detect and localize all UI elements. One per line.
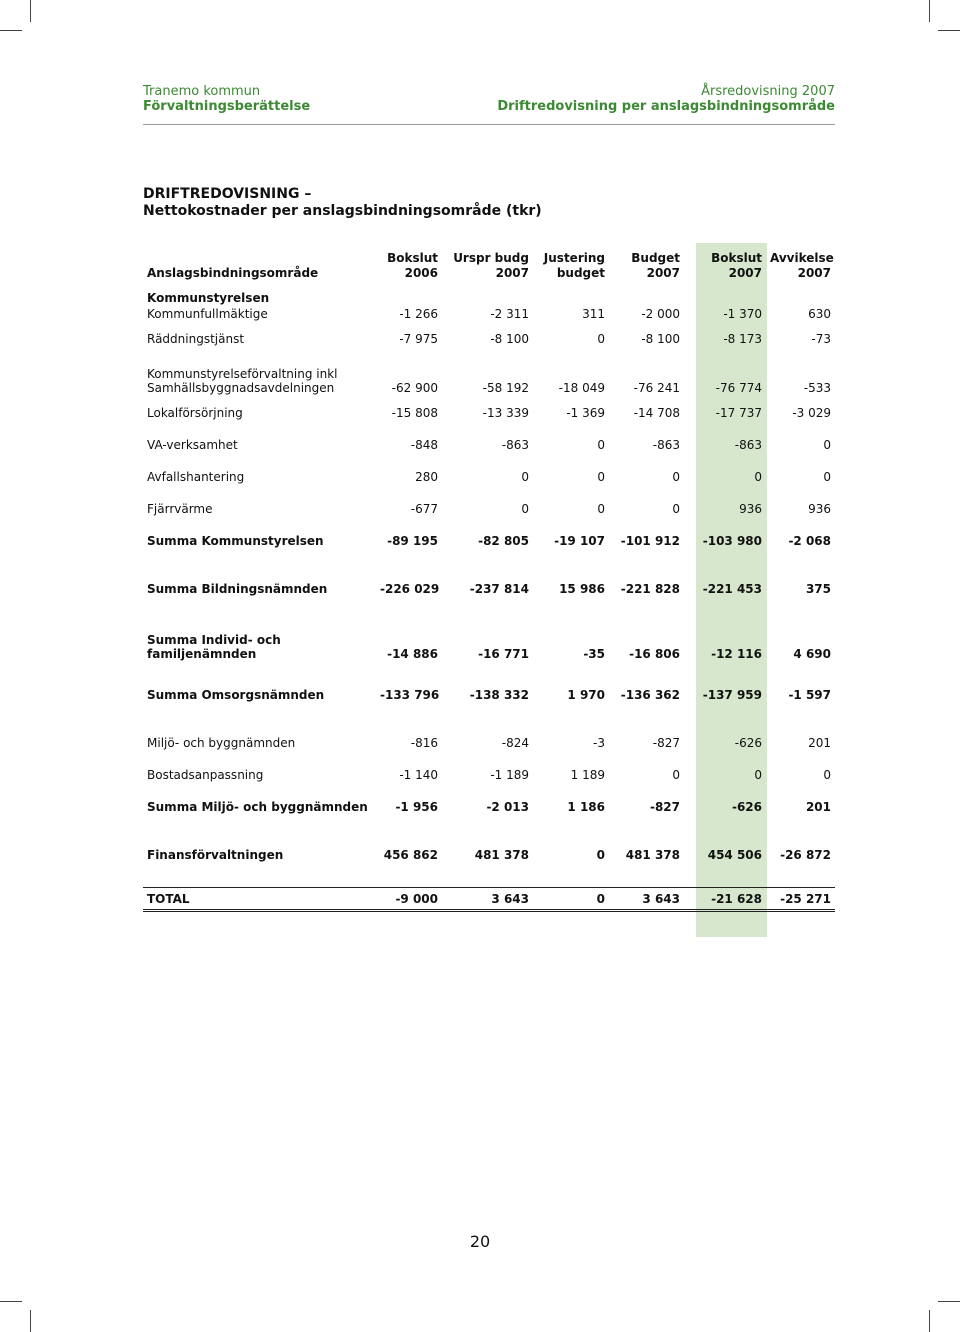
table-row <box>143 621 835 663</box>
value-cell: 0 <box>754 470 762 484</box>
value-cell: 0 <box>533 888 609 911</box>
budget-table-container <box>143 243 835 912</box>
value-cell: -8 100 <box>490 332 529 346</box>
spacer-cell <box>143 711 835 727</box>
spacer-cell <box>143 823 835 839</box>
row-label: Miljö- och byggnämnden <box>147 736 296 750</box>
column-header-line-1: Bokslut <box>711 251 762 265</box>
empty-cell <box>533 281 609 305</box>
value-cell: -14 708 <box>633 406 680 420</box>
value-cell: 0 <box>823 438 831 452</box>
table-row <box>143 525 835 557</box>
row-label: Summa Bildningsnämnden <box>147 582 328 596</box>
row-label: Fjärrvärme <box>147 502 213 516</box>
value-cell: -3 029 <box>792 406 831 420</box>
column-header <box>684 243 766 281</box>
value-cell: -136 362 <box>620 688 680 702</box>
table-row <box>143 791 835 823</box>
column-header-line-2: 2007 <box>495 266 529 280</box>
table-row <box>143 429 835 461</box>
value-cell: -863 <box>734 438 762 452</box>
budget-table <box>143 243 835 912</box>
crop-mark <box>938 1301 960 1302</box>
table-row <box>143 573 835 605</box>
row-label: Summa Individ- och familjenämnden <box>147 633 281 661</box>
value-cell: -2 000 <box>641 307 680 321</box>
page-header-left <box>143 84 310 114</box>
column-header-line-2: 2007 <box>646 266 680 280</box>
value-cell: -1 140 <box>399 768 438 782</box>
value-cell: -18 049 <box>558 381 605 395</box>
row-label: Bostadsanpassning <box>147 768 264 782</box>
crop-mark <box>30 1310 31 1332</box>
value-cell: -25 271 <box>766 888 835 911</box>
row-label: Summa Omsorgsnämnden <box>147 688 325 702</box>
value-cell: -103 980 <box>702 534 762 548</box>
value-cell: -12 116 <box>711 647 762 661</box>
value-cell: -863 <box>501 438 529 452</box>
value-cell: 0 <box>521 502 529 516</box>
spacer-cell <box>143 871 835 888</box>
column-header-line-2: budget <box>556 266 605 280</box>
row-label: Kommunstyrelsen <box>147 291 270 305</box>
row-label: Summa Kommunstyrelsen <box>147 534 324 548</box>
value-cell: -138 332 <box>469 688 529 702</box>
value-cell: -16 771 <box>478 647 529 661</box>
crop-mark <box>929 1310 930 1332</box>
value-cell: 0 <box>597 470 605 484</box>
crop-mark <box>30 0 31 22</box>
table-row <box>143 727 835 759</box>
value-cell: -2 013 <box>486 800 529 814</box>
spacer-row <box>143 871 835 888</box>
value-cell: -76 774 <box>715 381 762 395</box>
value-cell: -21 628 <box>684 888 766 911</box>
value-cell: -237 814 <box>469 582 529 596</box>
value-cell: -101 912 <box>620 534 680 548</box>
value-cell: -848 <box>410 438 438 452</box>
spacer-cell <box>143 557 835 573</box>
value-cell: -827 <box>652 736 680 750</box>
table-row <box>143 493 835 525</box>
empty-cell <box>376 281 442 305</box>
value-cell: -1 266 <box>399 307 438 321</box>
value-cell: 0 <box>823 470 831 484</box>
value-cell: 1 970 <box>567 688 605 702</box>
value-cell: -58 192 <box>482 381 529 395</box>
value-cell: 311 <box>582 307 605 321</box>
value-cell: -89 195 <box>387 534 438 548</box>
value-cell: 1 186 <box>567 800 605 814</box>
spacer-row <box>143 711 835 727</box>
table-row <box>143 888 835 911</box>
value-cell: -1 597 <box>788 688 831 702</box>
value-cell: -133 796 <box>380 688 440 702</box>
spacer-cell <box>143 663 835 679</box>
value-cell: -2 311 <box>490 307 529 321</box>
crop-mark <box>938 30 960 31</box>
column-header-line-1: Budget <box>631 251 680 265</box>
value-cell: -62 900 <box>391 381 438 395</box>
row-label: TOTAL <box>143 888 376 911</box>
column-header <box>766 243 835 281</box>
crop-mark <box>929 0 930 22</box>
value-cell: 0 <box>754 768 762 782</box>
value-cell: 0 <box>596 848 605 862</box>
page-header-right <box>497 84 835 114</box>
row-label: Kommunstyrelseförvaltning inkl Samhällsbyggnadsavdelningen <box>147 367 338 395</box>
table-header-row <box>143 243 835 281</box>
value-cell: -626 <box>731 800 762 814</box>
row-label: Summa Miljö- och byggnämnden <box>147 800 368 814</box>
value-cell: 0 <box>672 502 680 516</box>
title-line-1: DRIFTREDOVISNING – <box>143 186 312 202</box>
report-name: Årsredovisning 2007 <box>701 84 835 99</box>
value-cell: -1 369 <box>566 406 605 420</box>
value-cell: -824 <box>501 736 529 750</box>
column-header <box>143 243 376 281</box>
value-cell: 280 <box>415 470 438 484</box>
value-cell: -17 737 <box>715 406 762 420</box>
column-header-line-1: Urspr budg <box>453 251 529 265</box>
value-cell: 0 <box>597 438 605 452</box>
value-cell: -19 107 <box>554 534 605 548</box>
row-label: Lokalförsörjning <box>147 406 243 420</box>
value-cell: 3 643 <box>442 888 533 911</box>
column-header <box>442 243 533 281</box>
table-row <box>143 305 835 323</box>
empty-cell <box>766 281 835 305</box>
value-cell: -8 100 <box>641 332 680 346</box>
value-cell: -35 <box>583 647 605 661</box>
column-header-line-1: Avvikelse <box>770 251 834 265</box>
value-cell: -221 828 <box>620 582 680 596</box>
value-cell: 454 506 <box>707 848 762 862</box>
value-cell: 15 986 <box>559 582 605 596</box>
value-cell: -3 <box>593 736 605 750</box>
value-cell: 481 378 <box>474 848 529 862</box>
value-cell: -827 <box>649 800 680 814</box>
spacer-row <box>143 823 835 839</box>
spacer-row <box>143 557 835 573</box>
column-header-line-2: Anslagsbindningsområde <box>147 266 319 280</box>
municipality-name: Tranemo kommun <box>143 84 261 99</box>
value-cell: -1 956 <box>395 800 438 814</box>
value-cell: 3 643 <box>609 888 684 911</box>
value-cell: -8 173 <box>723 332 762 346</box>
empty-cell <box>442 281 533 305</box>
chapter-name: Driftredovisning per anslagsbindningsområde <box>497 99 835 114</box>
page-number: 20 <box>469 1232 491 1251</box>
title-line-2: Nettokostnader per anslagsbindningsområde (tkr) <box>143 203 542 219</box>
value-cell: -7 975 <box>399 332 438 346</box>
header-divider <box>143 124 835 125</box>
value-cell: 630 <box>808 307 831 321</box>
value-cell: 4 690 <box>793 647 831 661</box>
value-cell: -2 068 <box>788 534 831 548</box>
value-cell: -1 370 <box>723 307 762 321</box>
value-cell: -626 <box>734 736 762 750</box>
table-row <box>143 759 835 791</box>
value-cell: 375 <box>805 582 831 596</box>
value-cell: 936 <box>739 502 762 516</box>
value-cell: 201 <box>808 736 831 750</box>
empty-cell <box>609 281 684 305</box>
table-body <box>143 281 835 911</box>
column-header-line-2: 2007 <box>797 266 831 280</box>
value-cell: -1 189 <box>490 768 529 782</box>
value-cell: -82 805 <box>478 534 529 548</box>
value-cell: 456 862 <box>383 848 438 862</box>
table-row <box>143 679 835 711</box>
page-title <box>143 186 542 220</box>
spacer-row <box>143 663 835 679</box>
spacer-cell <box>143 605 835 621</box>
row-label: Kommunfullmäktige <box>147 307 268 321</box>
row-label: Finansförvaltningen <box>147 848 284 862</box>
value-cell: -677 <box>410 502 438 516</box>
value-cell: 936 <box>808 502 831 516</box>
value-cell: -15 808 <box>391 406 438 420</box>
value-cell: -13 339 <box>482 406 529 420</box>
value-cell: -9 000 <box>376 888 442 911</box>
column-header <box>609 243 684 281</box>
column-header <box>376 243 442 281</box>
column-header-line-2: 2006 <box>404 266 438 280</box>
column-header <box>533 243 609 281</box>
section-heading-row <box>143 281 835 305</box>
column-header-line-1: Bokslut <box>387 251 438 265</box>
section-name: Förvaltningsberättelse <box>143 99 311 114</box>
row-label: Räddningstjänst <box>147 332 245 346</box>
value-cell: -16 806 <box>629 647 680 661</box>
value-cell: 0 <box>672 470 680 484</box>
value-cell: -73 <box>811 332 831 346</box>
table-row <box>143 323 835 355</box>
column-header-line-2: 2007 <box>728 266 762 280</box>
value-cell: -137 959 <box>702 688 762 702</box>
value-cell: 0 <box>597 502 605 516</box>
spacer-row <box>143 605 835 621</box>
column-header-line-1: Justering <box>543 251 605 265</box>
value-cell: 481 378 <box>625 848 680 862</box>
value-cell: 1 189 <box>570 768 605 782</box>
empty-cell <box>684 281 766 305</box>
value-cell: -221 453 <box>702 582 762 596</box>
value-cell: -533 <box>803 381 831 395</box>
value-cell: -76 241 <box>633 381 680 395</box>
table-row <box>143 839 835 871</box>
value-cell: -26 872 <box>780 848 831 862</box>
row-label: VA-verksamhet <box>147 438 238 452</box>
value-cell: -863 <box>652 438 680 452</box>
crop-mark <box>0 1301 22 1302</box>
table-row <box>143 461 835 493</box>
value-cell: -226 029 <box>380 582 440 596</box>
crop-mark <box>0 30 22 31</box>
table-row <box>143 397 835 429</box>
value-cell: 0 <box>823 768 831 782</box>
value-cell: 0 <box>672 768 680 782</box>
value-cell: 201 <box>805 800 831 814</box>
value-cell: 0 <box>597 332 605 346</box>
value-cell: -816 <box>410 736 438 750</box>
table-row <box>143 355 835 397</box>
row-label: Avfallshantering <box>147 470 245 484</box>
value-cell: -14 886 <box>387 647 438 661</box>
value-cell: 0 <box>521 470 529 484</box>
